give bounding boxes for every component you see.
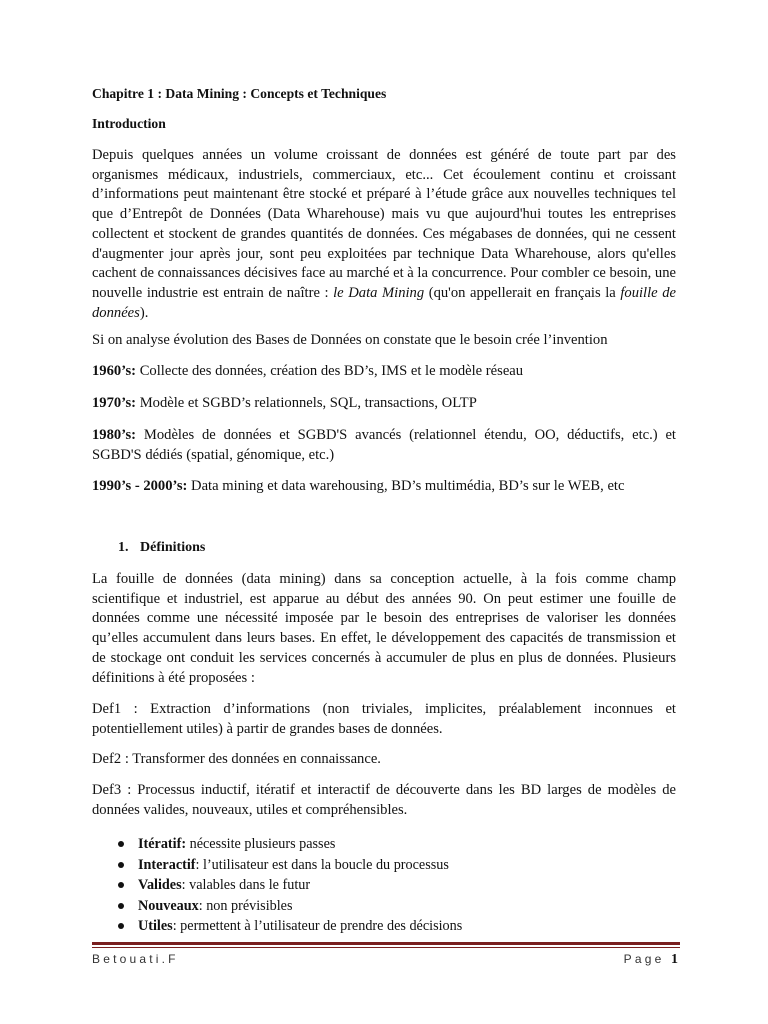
section-number: 1.	[118, 540, 129, 555]
timeline-1980	[92, 426, 676, 465]
list-text: : non prévisibles	[198, 897, 293, 914]
properties-list	[92, 834, 676, 937]
timeline-text: Modèle et SGBD’s relationnels, SQL, transactions, OLTP	[136, 395, 477, 411]
timeline-text: Data mining et data warehousing, BD’s multimédia, BD’s sur le WEB, etc	[187, 478, 625, 494]
footer-page-indicator	[624, 952, 678, 968]
intro-term-data-mining: le Data Mining	[333, 284, 425, 301]
list-item	[92, 875, 676, 896]
bullet-icon	[118, 882, 124, 888]
list-term: Nouveaux	[138, 897, 199, 914]
list-item	[92, 855, 676, 876]
bullet-icon	[118, 923, 124, 929]
bullet-icon	[118, 841, 124, 847]
timeline-1970	[92, 394, 676, 414]
definitions-intro-paragraph: La fouille de données (data mining) dans sa conception actuelle, à la fois comme champ scientifique et industriel, est apparue au début des années 90. On peut estimer une fouille de données comme une nécessité imposée par le besoin des entreprises de valoriser les données qu’elles accumulent dans leurs bases. En effet, le développement des capacités de transmission et de stockage ont conduit les services concernés à accumuler de plus en plus de données. Plusieurs définitions à été proposées :	[92, 571, 676, 686]
list-term: Interactif	[138, 856, 196, 873]
footer-divider	[92, 942, 680, 945]
intro-paragraph	[92, 146, 676, 323]
list-item	[92, 834, 676, 855]
page-number: 1	[671, 952, 678, 967]
intro-term-fouille: fouille de données	[92, 284, 676, 321]
page-label: Page	[623, 952, 665, 966]
list-text: nécessite plusieurs passes	[186, 836, 336, 852]
timeline-label: 1990’s - 2000’s:	[92, 478, 188, 494]
list-item	[92, 916, 676, 937]
evolution-paragraph: Si on analyse évolution des Bases de Données on constate que le besoin crée l’invention	[92, 332, 608, 348]
def2-paragraph: Def2 : Transformer des données en connaissance.	[92, 751, 381, 767]
timeline-label: 1960’s:	[92, 363, 137, 379]
timeline-text: Modèles de données et SGBD'S avancés (relationnel étendu, OO, déductifs, etc.) et SGBD'S dédiés (spatial, génomique, etc.)	[92, 427, 676, 463]
intro-text-c: ).	[139, 304, 149, 321]
timeline-text: Collecte des données, création des BD’s, IMS et le modèle réseau	[136, 363, 524, 379]
footer-divider-thin	[92, 947, 680, 948]
def1-paragraph: Def1 : Extraction d’informations (non triviales, implicites, préalablement inconnues et potentiellement utiles) à partir de grandes bases de données.	[92, 701, 676, 737]
timeline-1990	[92, 477, 676, 497]
bullet-icon	[118, 903, 124, 909]
def3-paragraph: Def3 : Processus inductif, itératif et interactif de découverte dans les BD larges de modèles de données valides, nouveaux, utiles et compréhensibles.	[92, 782, 676, 818]
list-text: : valables dans le futur	[181, 877, 311, 894]
section-heading-definitions	[118, 540, 205, 556]
timeline-label: 1970’s:	[92, 395, 137, 411]
timeline-label: 1980’s:	[92, 427, 137, 443]
intro-text-a: Depuis quelques années un volume croissant de données est généré de toute part par des organismes médicaux, industriels, commerciaux, etc... Cet écoulement continu et croissant d’informations peut maintenant être stocké et préparé à l’étude grâce aux nouvelles techniques tel que d’Entrepôt de Données (Data Wharehouse) mais vu que aujourd'hui toutes les entreprises collectent et stockent de grandes quantités de données. Ces mégabases de données, qui ne cessent d'augmenter jour après jour, sont peu exploitées par technique Data Wharehouse, alors qu'elles cachent de connaissances décisives face au marché et à la concurrence. Pour combler ce besoin, une nouvelle industrie est entrain de naître :	[92, 147, 676, 301]
list-text: : l’utilisateur est dans la boucle du processus	[195, 856, 449, 873]
chapter-title: Chapitre 1 : Data Mining : Concepts et Techniques	[92, 86, 387, 101]
list-term: Valides	[138, 877, 182, 894]
list-term: Itératif:	[138, 836, 187, 852]
list-term: Utiles	[138, 918, 173, 935]
timeline-1960	[92, 362, 676, 382]
list-text: : permettent à l’utilisateur de prendre des décisions	[172, 918, 463, 935]
list-item	[92, 896, 676, 917]
footer-author: Betouati.F	[92, 952, 179, 966]
section-title: Définitions	[140, 540, 206, 555]
bullet-icon	[118, 862, 124, 868]
intro-heading: Introduction	[92, 116, 166, 131]
intro-text-b: (qu'on appellerait en français la	[424, 284, 621, 301]
